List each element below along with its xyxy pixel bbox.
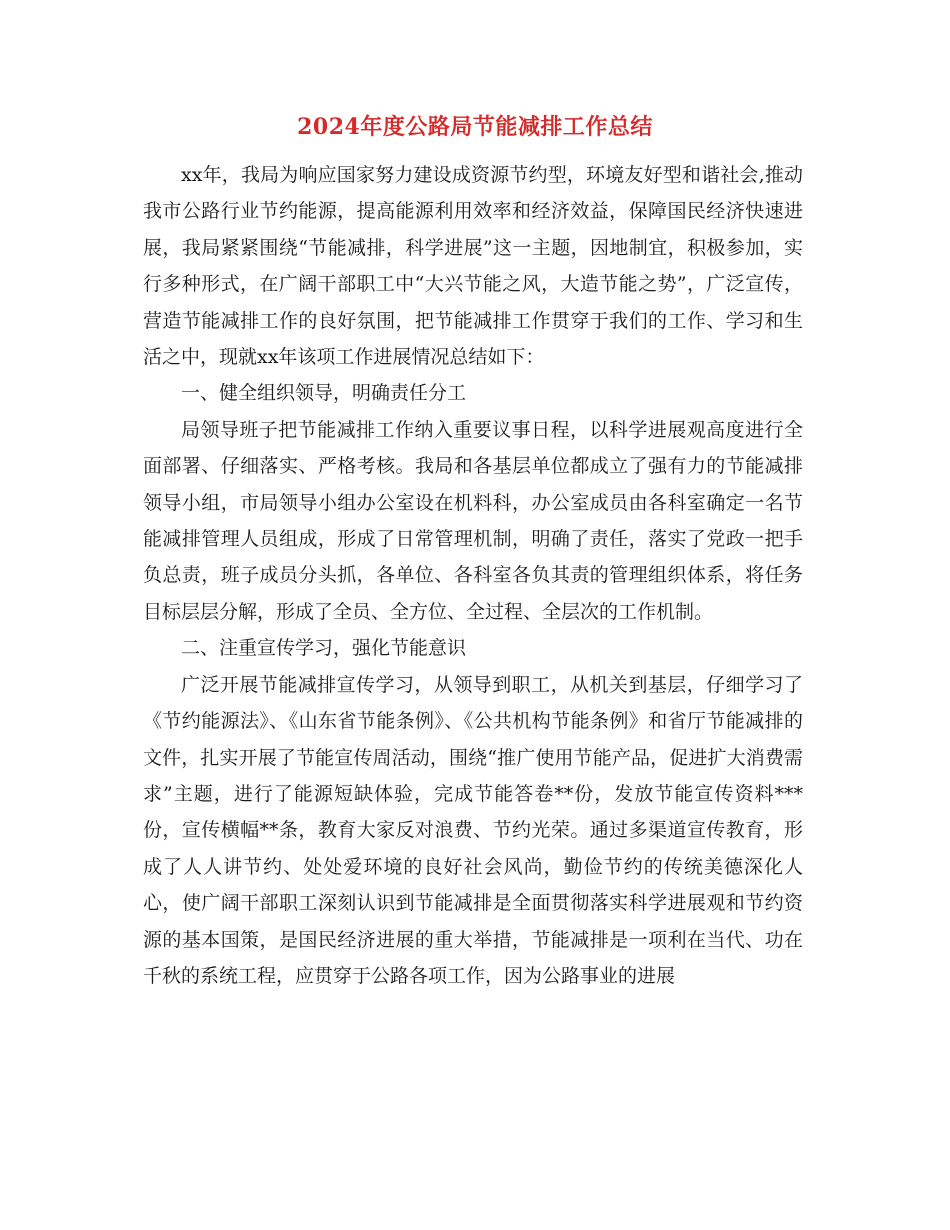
organization-paragraph: 局领导班子把节能减排工作纳入重要议事日程，以科学进展观高度进行全面部署、仔细落实、严格考核。我局和各基层单位都成立了强有力的节能减排领导小组，市局领导小组办公室设在机料科，办公室成员由各科室确定一名节能减排管理人员组成，形成了日常管理机制，明确了责任，落实了党政一把手负总责，班子成员分头抓，各单位、各科室各负其责的管理组织体系，将任务目标层层分解，形成了全员、全方位、全过程、全层次的工作机制。 (143, 418, 803, 623)
section-heading-organization: 一、健全组织领导，明确责任分工 (181, 382, 467, 405)
publicity-paragraph: 广泛开展节能减排宣传学习，从领导到职工，从机关到基层，仔细学习了《节约能源法》、《山东省节能条例》、《公共机构节能条例》和省厅节能减排的文件，扎实开展了节能宣传周活动，围绕“推广使用节能产品，促进扩大消费需求”主题，进行了能源短缺体验，完成节能答卷**份，发放节能宣传资料***份，宣传横幅**条，教育大家反对浪费、节约光荣。通过多渠道宣传教育，形成了人人讲节约、处处爱环境的良好社会风尚，勤俭节约的传统美德深化人心，使广阔干部职工深刻认识到节能减排是全面贯彻落实科学进展观和节约资源的基本国策，是国民经济进展的重大举措，节能减排是一项利在当代、功在千秋的系统工程，应贯穿于公路各项工作，因为公路事业的进展 (143, 673, 803, 987)
section-heading-publicity: 二、注重宣传学习，强化节能意识 (181, 637, 467, 660)
document-title: 2024年度公路局节能减排工作总结 (297, 114, 653, 140)
document-body (143, 157, 803, 994)
intro-paragraph: xx年，我局为响应国家努力建设成资源节约型，环境友好型和谐社会,推动我市公路行业节约能源，提高能源利用效率和经济效益，保障国民经济快速进展，我局紧紧围绕“节能减排，科学进展”这一主题，因地制宜，积极参加，实行多种形式，在广阔干部职工中“大兴节能之风，大造节能之势”，广泛宣传，营造节能减排工作的良好氛围，把节能减排工作贯穿于我们的工作、学习和生活之中，现就xx年该项工作进展情况总结如下： (143, 164, 803, 369)
